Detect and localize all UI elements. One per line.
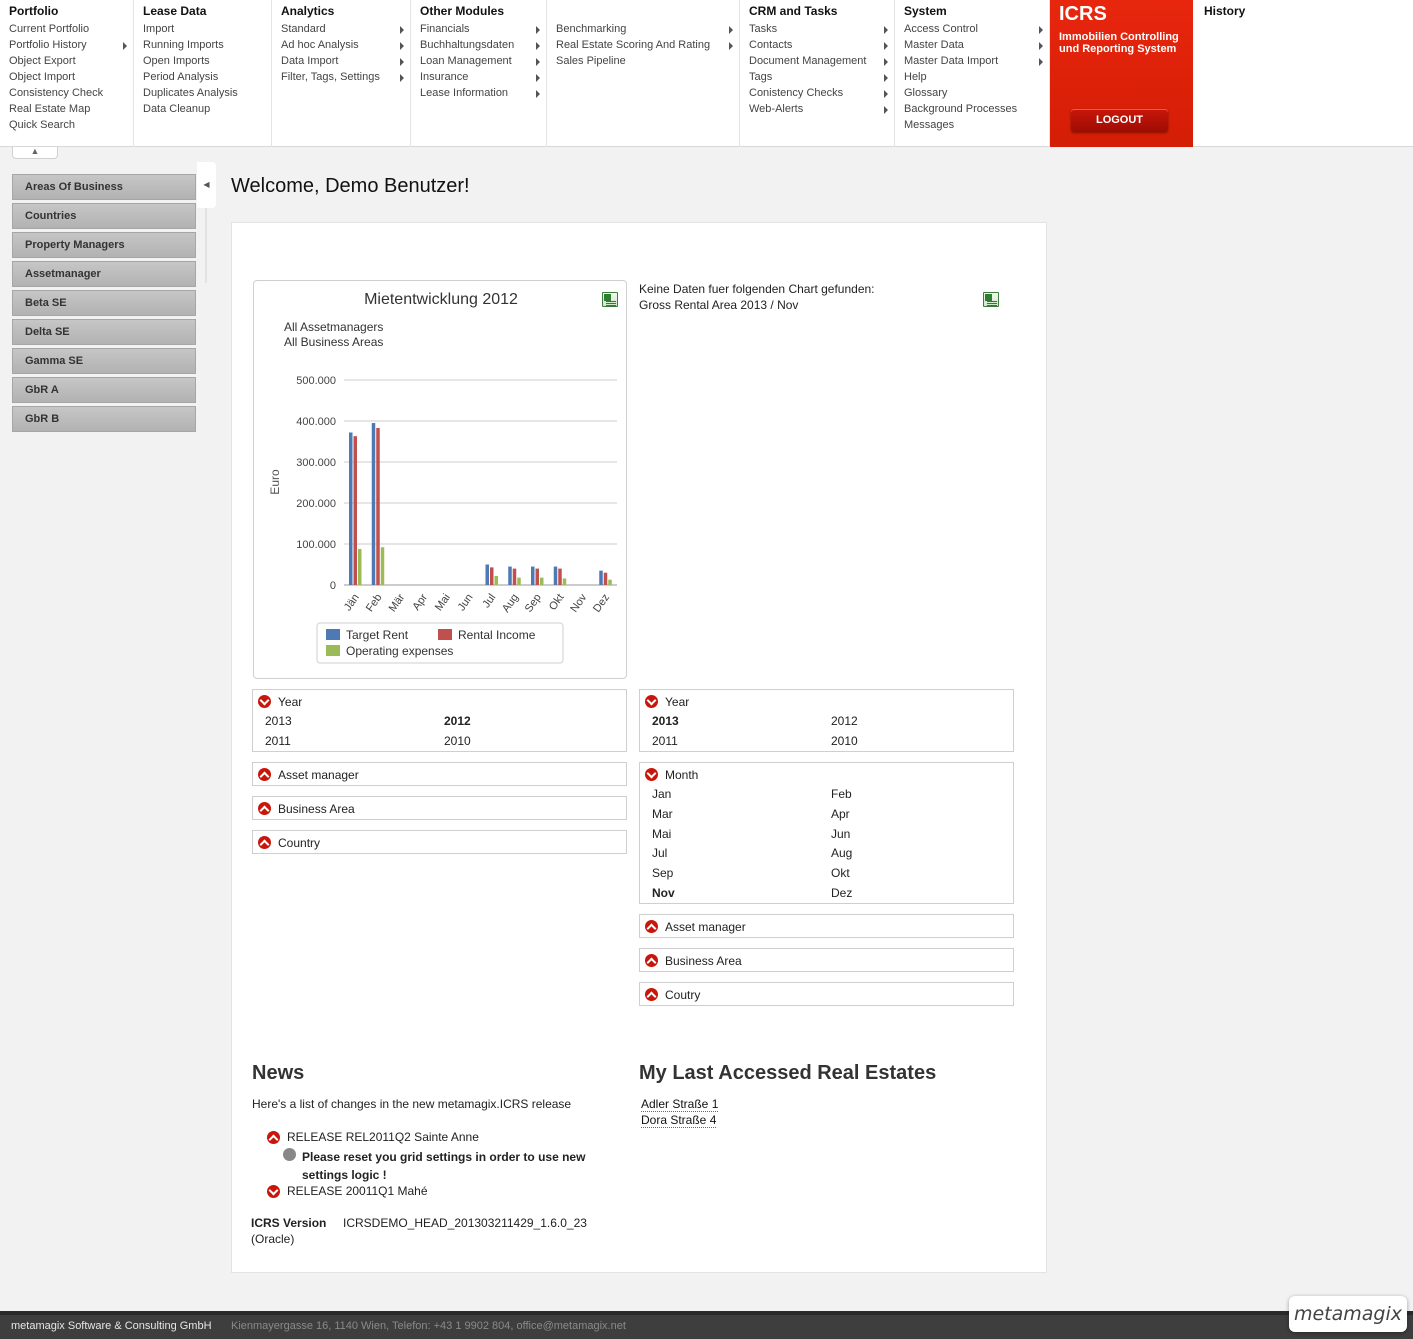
menu-item-other[interactable] — [420, 71, 546, 87]
menu-other-modules-2 — [547, 0, 740, 147]
filter-month-option[interactable]: Jul — [652, 846, 668, 861]
bar-operating-expenses[interactable] — [495, 576, 499, 585]
menu-item-label: Buchhaltungsdaten — [420, 39, 515, 51]
submenu-arrow-icon — [400, 42, 404, 50]
y-tick-label: 0 — [329, 580, 336, 592]
menu-item-label: Loan Management — [420, 55, 512, 67]
menu-item-label: Conistency Checks — [749, 87, 844, 99]
menu-item-label: Contacts — [749, 39, 793, 51]
menu-item-portfolio[interactable] — [9, 103, 133, 119]
bar-rental-income[interactable] — [536, 569, 540, 585]
menu-item-system[interactable] — [904, 119, 1049, 135]
menu-item-label: Lease Information — [420, 87, 509, 99]
menu-item-label: Filter, Tags, Settings — [281, 71, 380, 83]
icrs-logo: ICRS — [1059, 3, 1107, 25]
menu-item-system[interactable] — [904, 103, 1049, 119]
bar-operating-expenses[interactable] — [517, 578, 521, 585]
x-tick-label: Mai — [432, 591, 453, 614]
expand-icon[interactable] — [258, 802, 271, 815]
bar-target-rent[interactable] — [372, 423, 376, 585]
menu-item-lease[interactable] — [143, 23, 271, 39]
menu-item-portfolio[interactable] — [9, 71, 133, 87]
sidebar-scrollbar[interactable] — [205, 208, 207, 283]
sidebar-item[interactable]: Areas Of Business — [12, 174, 196, 200]
filter-year-option[interactable]: 2013 — [265, 714, 292, 728]
menu-item-lease[interactable] — [143, 55, 271, 71]
submenu-arrow-icon — [536, 74, 540, 82]
bar-rental-income[interactable] — [490, 567, 494, 585]
sidebar — [12, 174, 196, 435]
menu-title-portfolio[interactable]: Portfolio — [9, 4, 59, 18]
menu-item-lease[interactable] — [143, 87, 271, 103]
expand-icon[interactable] — [645, 988, 658, 1001]
menu-item-system[interactable] — [904, 23, 1049, 39]
menu-item-label: Import — [143, 23, 175, 35]
bar-target-rent[interactable] — [531, 567, 535, 585]
logout-button[interactable]: LOGOUT — [1071, 109, 1168, 132]
menu-item-system[interactable] — [904, 71, 1049, 87]
expand-icon[interactable] — [258, 768, 271, 781]
menu-item-label: Real Estate Scoring And Rating — [556, 39, 711, 51]
menu-item-label: Period Analysis — [143, 71, 219, 83]
filter-month-option[interactable]: Dez — [831, 886, 853, 900]
submenu-arrow-icon — [884, 74, 888, 82]
menu-item-label: Ad hoc Analysis — [281, 39, 359, 51]
submenu-arrow-icon — [729, 42, 733, 50]
x-tick-label: Mär — [386, 591, 408, 615]
bar-rental-income[interactable] — [376, 428, 380, 585]
menu-item-other[interactable] — [420, 39, 546, 55]
estate-link[interactable]: Dora Straße 4 — [641, 1113, 717, 1127]
bar-rental-income[interactable] — [558, 569, 562, 585]
filter-year-option[interactable]: 2011 — [265, 734, 291, 748]
menu-item-lease[interactable] — [143, 71, 271, 87]
submenu-arrow-icon — [536, 58, 540, 66]
filter-business-area-label: Business Area — [278, 802, 355, 816]
bar-target-rent[interactable] — [599, 571, 603, 585]
filter-month-option[interactable]: Aug — [831, 846, 853, 861]
filter-year-option[interactable]: 2010 — [444, 734, 471, 748]
menu-item-system[interactable] — [904, 55, 1049, 71]
menu-item-crm[interactable] — [749, 71, 894, 87]
filter-asset-manager-left[interactable] — [252, 762, 627, 786]
submenu-arrow-icon — [884, 58, 888, 66]
filter-asset-manager-label: Asset manager — [665, 920, 746, 934]
menu-portfolio — [0, 0, 134, 147]
excel-export-icon[interactable] — [602, 292, 618, 307]
menu-item-other2[interactable] — [556, 39, 739, 55]
y-tick-label: 200.000 — [296, 498, 336, 510]
menu-lease-data — [134, 0, 272, 147]
collapse-menu-toggle[interactable]: ▲ — [12, 147, 58, 159]
x-tick-label: Apr — [410, 591, 431, 613]
filter-month-header[interactable] — [640, 763, 1013, 785]
submenu-arrow-icon — [884, 26, 888, 34]
submenu-arrow-icon — [400, 26, 404, 34]
filter-year-left — [252, 689, 627, 752]
menu-item-label: Tasks — [749, 23, 778, 35]
bar-rental-income[interactable] — [354, 436, 358, 585]
menu-item-label: Current Portfolio — [9, 23, 90, 35]
menu-item-system[interactable] — [904, 87, 1049, 103]
menu-item-portfolio[interactable] — [9, 39, 133, 55]
filter-month-option[interactable]: Apr — [831, 806, 850, 821]
filter-year-option-selected[interactable]: 2012 — [444, 714, 471, 728]
filter-year-option[interactable]: 2011 — [652, 734, 678, 748]
menu-item-other2[interactable] — [556, 55, 739, 71]
menu-item-label: Consistency Check — [9, 87, 104, 99]
submenu-arrow-icon — [536, 90, 540, 98]
filter-month-option[interactable]: Feb — [831, 787, 852, 801]
menu-analytics — [272, 0, 411, 147]
menu-item-lease[interactable] — [143, 103, 271, 119]
legend-swatch — [326, 645, 340, 656]
x-tick-label: Sep — [522, 591, 544, 615]
menu-item-portfolio[interactable] — [9, 23, 133, 39]
menu-item-label: Background Processes — [904, 103, 1018, 115]
menu-item-label: Financials — [420, 23, 470, 35]
menu-system — [895, 0, 1050, 147]
news-title: News — [252, 1062, 305, 1084]
menu-item-label: Running Imports — [143, 39, 224, 51]
sidebar-item[interactable]: Countries — [12, 203, 196, 229]
filter-business-area-left[interactable] — [252, 796, 627, 820]
menu-title-crm[interactable]: CRM and Tasks — [749, 4, 838, 18]
sidebar-item[interactable]: GbR B — [12, 406, 196, 432]
no-data-message — [639, 281, 875, 313]
menu-item-analytics[interactable] — [281, 39, 410, 55]
expand-icon[interactable] — [258, 836, 271, 849]
menu-item-label: Duplicates Analysis — [143, 87, 238, 99]
expand-icon[interactable] — [645, 954, 658, 967]
menu-item-label: Quick Search — [9, 119, 76, 131]
submenu-arrow-icon — [536, 26, 540, 34]
menu-item-analytics[interactable] — [281, 71, 410, 87]
filter-asset-manager-label: Asset manager — [278, 768, 359, 782]
x-tick-label: Jän — [341, 591, 362, 614]
menu-item-label: Object Export — [9, 55, 76, 67]
menu-item-label: Data Import — [281, 55, 339, 67]
x-tick-label: Aug — [500, 591, 522, 615]
menu-item-label: Real Estate Map — [9, 103, 91, 115]
version-db: (Oracle) — [251, 1232, 295, 1246]
submenu-arrow-icon — [123, 42, 127, 50]
collapse-sidebar-icon[interactable]: ◀ — [197, 162, 216, 208]
filter-asset-manager-right[interactable] — [639, 914, 1014, 938]
bar-target-rent[interactable] — [508, 567, 512, 585]
menu-item-crm[interactable] — [749, 55, 894, 71]
submenu-arrow-icon — [1039, 26, 1043, 34]
filter-country-right[interactable] — [639, 982, 1014, 1006]
menu-item-analytics[interactable] — [281, 55, 410, 71]
legend-swatch — [326, 629, 340, 640]
y-tick-label: 500.000 — [296, 375, 336, 387]
filter-business-area-label: Business Area — [665, 954, 742, 968]
x-tick-label: Dez — [591, 591, 613, 615]
x-tick-label: Okt — [546, 591, 567, 613]
bar-target-rent[interactable] — [554, 567, 558, 585]
metamagix-logo[interactable]: metamagix — [1289, 1296, 1407, 1332]
sidebar-item[interactable]: Assetmanager — [12, 261, 196, 287]
menu-item-other2[interactable] — [556, 23, 739, 39]
menu-item-label: Access Control — [904, 23, 978, 35]
legend-label[interactable]: Rental Income — [458, 628, 536, 642]
filter-month-option[interactable]: Jan — [652, 787, 672, 801]
menu-title-lease-data[interactable]: Lease Data — [143, 4, 207, 18]
expand-icon[interactable] — [267, 1185, 280, 1198]
submenu-arrow-icon — [884, 106, 888, 114]
news-release-1[interactable]: RELEASE REL2011Q2 Sainte Anne — [287, 1130, 479, 1144]
menu-item-portfolio[interactable] — [9, 119, 133, 135]
page-title: Welcome, Demo Benutzer! — [231, 175, 470, 197]
menu-item-other[interactable] — [420, 87, 546, 103]
news-intro: Here's a list of changes in the new metamagix.ICRS release — [252, 1097, 572, 1111]
filter-month-option[interactable]: Okt — [831, 866, 850, 881]
collapse-icon[interactable] — [258, 695, 271, 708]
menu-item-analytics[interactable] — [281, 23, 410, 39]
chart-ylabel: Euro — [268, 469, 282, 495]
sidebar-item[interactable]: GbR A — [12, 377, 196, 403]
filter-country-label: Coutry — [665, 988, 701, 1002]
submenu-arrow-icon — [729, 26, 733, 34]
bullet-icon — [283, 1148, 296, 1161]
filter-year-option-selected[interactable]: 2013 — [652, 714, 679, 728]
menu-item-other[interactable] — [420, 23, 546, 39]
menu-item-label: Glossary — [904, 87, 948, 99]
y-tick-label: 400.000 — [296, 416, 336, 428]
bar-operating-expenses[interactable] — [358, 549, 362, 585]
submenu-arrow-icon — [884, 42, 888, 50]
sidebar-item[interactable]: Property Managers — [12, 232, 196, 258]
x-tick-label: Jul — [480, 591, 499, 611]
legend-swatch — [438, 629, 452, 640]
version-value: ICRSDEMO_HEAD_201303211429_1.6.0_23 — [343, 1216, 587, 1230]
filter-month-right — [639, 762, 1014, 904]
no-data-line2: Gross Rental Area 2013 / Nov — [639, 298, 799, 312]
submenu-arrow-icon — [1039, 58, 1043, 66]
version-label: ICRS Version — [251, 1216, 327, 1230]
menu-crm — [740, 0, 895, 147]
menu-item-label: Master Data — [904, 39, 964, 51]
bar-target-rent[interactable] — [349, 432, 353, 585]
x-tick-label: Feb — [363, 591, 385, 615]
submenu-arrow-icon — [536, 42, 540, 50]
news-release-2[interactable]: RELEASE 20011Q1 Mahé — [287, 1184, 428, 1198]
excel-export-icon-2[interactable] — [983, 292, 999, 307]
menu-title-other-modules[interactable]: Other Modules — [420, 4, 505, 18]
y-tick-label: 300.000 — [296, 457, 336, 469]
submenu-arrow-icon — [400, 58, 404, 66]
collapse-icon[interactable] — [267, 1131, 280, 1144]
submenu-arrow-icon — [1039, 42, 1043, 50]
menu-item-label: Master Data Import — [904, 55, 999, 67]
menu-item-label: Document Management — [749, 55, 867, 67]
menu-item-label: Help — [904, 71, 927, 83]
bar-rental-income[interactable] — [604, 573, 608, 585]
filter-month-option[interactable]: Mai — [652, 826, 672, 841]
legend-label[interactable]: Target Rent — [346, 628, 409, 642]
menu-item-label: Web-Alerts — [749, 103, 804, 115]
rent-chart — [254, 281, 628, 680]
menu-item-label: Standard — [281, 23, 326, 35]
bar-operating-expenses[interactable] — [608, 580, 612, 585]
x-tick-label: Nov — [568, 591, 590, 615]
filter-business-area-right[interactable] — [639, 948, 1014, 972]
menu-title-system[interactable]: System — [904, 4, 947, 18]
estate-link[interactable]: Adler Straße 1 — [641, 1097, 719, 1111]
expand-icon[interactable] — [645, 920, 658, 933]
chart-subtitle-business-areas: All Business Areas — [284, 335, 384, 349]
legend-label[interactable]: Operating expenses — [346, 644, 454, 658]
chart-subtitle-assetmanagers: All Assetmanagers — [284, 320, 384, 334]
filter-year-left-header[interactable] — [253, 690, 626, 712]
bar-operating-expenses[interactable] — [381, 547, 385, 585]
filter-year-right-header[interactable] — [640, 690, 1013, 712]
menu-item-system[interactable] — [904, 39, 1049, 55]
menu-item-lease[interactable] — [143, 39, 271, 55]
submenu-arrow-icon — [400, 74, 404, 82]
menu-item-other[interactable] — [420, 55, 546, 71]
menu-item-label: Object Import — [9, 71, 76, 83]
menu-item-crm[interactable] — [749, 39, 894, 55]
menu-item-crm[interactable] — [749, 87, 894, 103]
menu-item-crm[interactable] — [749, 103, 894, 119]
filter-country-label: Country — [278, 836, 321, 850]
bar-operating-expenses[interactable] — [540, 578, 544, 585]
footer — [0, 1311, 1413, 1339]
y-tick-label: 100.000 — [296, 539, 336, 551]
menu-title-analytics[interactable]: Analytics — [281, 4, 335, 18]
menu-other-modules — [411, 0, 547, 147]
submenu-arrow-icon — [884, 90, 888, 98]
icrs-subtitle: Immobilien Controlling und Reporting System — [1059, 31, 1179, 55]
menu-item-crm[interactable] — [749, 23, 894, 39]
filter-month-option[interactable]: Mar — [652, 806, 673, 821]
bar-rental-income[interactable] — [513, 569, 517, 585]
filter-month-option-selected[interactable]: Nov — [652, 886, 675, 900]
news-release-1-note: Please reset you grid settings in order to use new settings logic ! — [302, 1150, 586, 1182]
menu-title-history[interactable]: History — [1204, 4, 1246, 18]
menu-item-label: Messages — [904, 119, 955, 131]
chart-title: Mietentwicklung 2012 — [364, 291, 518, 308]
menu-item-label: Tags — [749, 71, 773, 83]
filter-year-option[interactable]: 2010 — [831, 734, 858, 748]
collapse-icon[interactable] — [645, 695, 658, 708]
collapse-icon[interactable] — [645, 768, 658, 781]
bar-target-rent[interactable] — [486, 565, 490, 586]
menu-item-label: Data Cleanup — [143, 103, 211, 115]
filter-year-option[interactable]: 2012 — [831, 714, 858, 728]
menu-item-label: Portfolio History — [9, 39, 87, 51]
footer-company: metamagix Software & Consulting GmbH — [11, 1320, 212, 1332]
top-menu — [0, 0, 1413, 147]
x-tick-label: Jun — [455, 591, 476, 614]
filter-year-label: Year — [278, 695, 303, 709]
menu-item-label: Benchmarking — [556, 23, 627, 35]
sidebar-item[interactable]: Delta SE — [12, 319, 196, 345]
sidebar-item[interactable]: Beta SE — [12, 290, 196, 316]
icrs-brand-panel — [1050, 0, 1193, 147]
filter-month-option[interactable]: Jun — [831, 826, 851, 841]
menu-item-label: Insurance — [420, 71, 469, 83]
rent-chart-box — [253, 280, 627, 679]
filter-year-right — [639, 689, 1014, 752]
bar-operating-expenses[interactable] — [563, 578, 567, 585]
filter-year-label: Year — [665, 695, 690, 709]
menu-item-label: Open Imports — [143, 55, 210, 67]
footer-address: Kienmayergasse 16, 1140 Wien, Telefon: +43 1 9902 804, office@metamagix.net — [231, 1320, 626, 1332]
filter-month-label: Month — [665, 768, 699, 782]
filter-month-option[interactable]: Sep — [652, 866, 674, 881]
menu-item-portfolio[interactable] — [9, 55, 133, 71]
menu-item-portfolio[interactable] — [9, 87, 133, 103]
no-data-line1: Keine Daten fuer folgenden Chart gefunden: — [639, 282, 875, 296]
last-accessed-title: My Last Accessed Real Estates — [639, 1062, 937, 1084]
menu-item-label: Sales Pipeline — [556, 55, 626, 67]
filter-country-left[interactable] — [252, 830, 627, 854]
sidebar-item[interactable]: Gamma SE — [12, 348, 196, 374]
